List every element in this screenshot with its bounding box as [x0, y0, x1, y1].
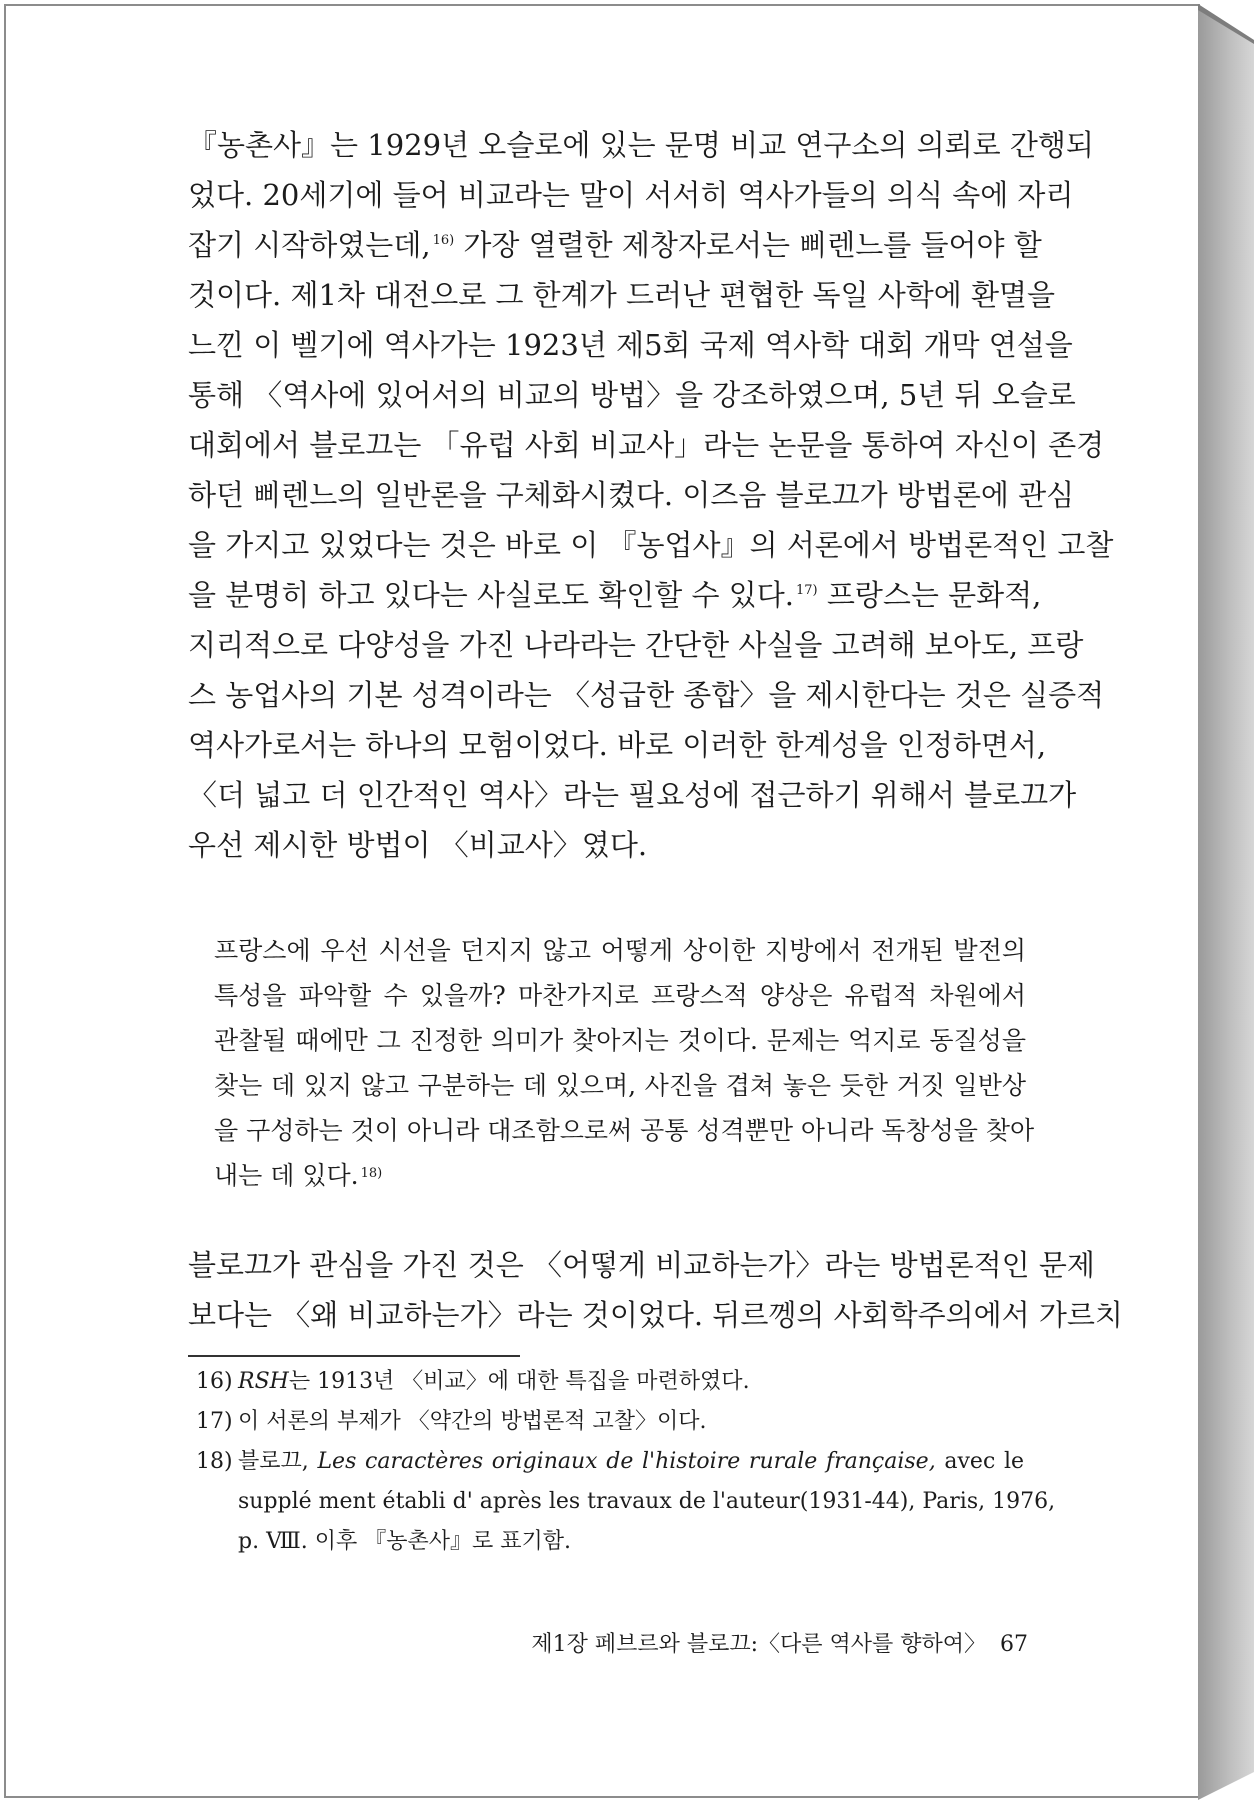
quote-line: 내는 데 있다. $^{18)}$ [214, 1161, 383, 1190]
text-line: 대회에서 블로끄는 「유럽 사회 비교사」라는 논문을 통하여 자신이 존경 [188, 428, 1105, 462]
text-line: 을 분명히 하고 있다는 사실로도 확인할 수 있다. $^{17)}$ 프랑스는 문화적, [188, 578, 1042, 612]
text-line: 〈더 넓고 더 인간적인 역사〉라는 필요성에 접근하기 위해서 블로끄가 [188, 778, 1077, 812]
text-line: 잡기 시작하였는데, $^{16)}$ 가장 열렬한 제창자로서는 삐렌느를 들어야 할 [188, 228, 1042, 262]
quote-line: 을 구성하는 것이 아니라 대조함으로써 공통 성격뿐만 아니라 독창성을 찾아 [214, 1116, 1035, 1145]
text-line: 통해 〈역사에 있어서의 비교의 방법〉을 강조하였으며, 5년 뒤 오슬로 [188, 378, 1076, 412]
text-line: 보다는 〈왜 비교하는가〉라는 것이었다. 뒤르껭의 사회학주의에서 가르치 [188, 1298, 1123, 1332]
footnote-18-continued: supplé ment établi d' après les travaux de l'auteur(1931-44), Paris, 1976, [238, 1489, 1056, 1514]
footnote-16: 16) RSH는 1913년 〈비교〉에 대한 특집을 마련하였다. [196, 1362, 1024, 1402]
footnote-ref-16[interactable]: 16) [432, 233, 455, 248]
text-line: 스 농업사의 기본 성격이라는 〈성급한 종합〉을 제시한다는 것은 실증적 [188, 678, 1105, 712]
book-edge [1198, 0, 1258, 1806]
body-paragraph-1 [188, 120, 1114, 870]
text-line: 지리적으로 다양성을 가진 나라라는 간단한 사실을 고려해 보아도, 프랑 [188, 628, 1084, 662]
text-line: 것이다. 제1차 대전으로 그 한계가 드러난 편협한 독일 사학에 환멸을 [188, 278, 1056, 312]
book-title: Les caractères originaux de l'histoire rurale française, [317, 1449, 936, 1474]
quote-line: 찾는 데 있지 않고 구분하는 데 있으며, 사진을 겹쳐 놓은 듯한 거짓 일반상 [214, 1071, 1026, 1100]
block-quote [214, 928, 1035, 1198]
footnote-18: 18) 블로끄, Les caractères originaux de l'histoire rurale française, avec le [196, 1442, 1024, 1482]
footnote-number: 18) [196, 1449, 233, 1474]
text-line: 『농촌사』는 1929년 오슬로에 있는 문명 비교 연구소의 의뢰로 간행되 [188, 128, 1094, 162]
body-paragraph-2 [188, 1240, 1123, 1340]
text-line: 느낀 이 벨기에 역사가는 1923년 제5회 국제 역사학 대회 개막 연설을 [188, 328, 1073, 362]
footnote-ref-17[interactable]: 17) [796, 583, 818, 598]
text-line: 하던 삐렌느의 일반론을 구체화시켰다. 이즈음 블로끄가 방법론에 관심 [188, 478, 1075, 512]
footnote-separator [188, 1355, 520, 1357]
footnote-18-continued: p. Ⅷ. 이후 『농촌사』로 표기함. [238, 1529, 571, 1554]
quote-line: 특성을 파악할 수 있을까? 마찬가지로 프랑스적 양상은 유럽적 차원에서 [214, 981, 1026, 1010]
footnote-number: 16) [196, 1369, 233, 1394]
footnote-ref-18[interactable]: 18) [360, 1166, 383, 1181]
text-line: 역사가로서는 하나의 모험이었다. 바로 이러한 한계성을 인정하면서, [188, 728, 1047, 762]
text-line: 우선 제시한 방법이 〈비교사〉였다. [188, 828, 648, 862]
page-footer [531, 1625, 1028, 1665]
footnote-number: 17) [196, 1409, 233, 1434]
footnotes [196, 1362, 1056, 1562]
footnote-17: 17) 이 서론의 부제가 〈약간의 방법론적 고찰〉이다. [196, 1402, 1024, 1442]
text-line: 블로끄가 관심을 가진 것은 〈어떻게 비교하는가〉라는 방법론적인 문제 [188, 1248, 1095, 1282]
quote-line: 프랑스에 우선 시선을 던지지 않고 어떻게 상이한 지방에서 전개된 발전의 [214, 936, 1026, 965]
page-number: 67 [1000, 1632, 1028, 1657]
quote-line: 관찰될 때에만 그 진정한 의미가 찾아지는 것이다. 문제는 억지로 동질성을 [214, 1026, 1026, 1055]
text-line: 을 가지고 있었다는 것은 바로 이 『농업사』의 서론에서 방법론적인 고찰 [188, 528, 1114, 562]
running-head: 제1장 페브르와 블로끄:〈다른 역사를 향하여〉 [531, 1632, 986, 1657]
text-line: 었다. 20세기에 들어 비교라는 말이 서서히 역사가들의 의식 속에 자리 [188, 178, 1074, 212]
journal-abbrev: RSH [238, 1369, 289, 1394]
